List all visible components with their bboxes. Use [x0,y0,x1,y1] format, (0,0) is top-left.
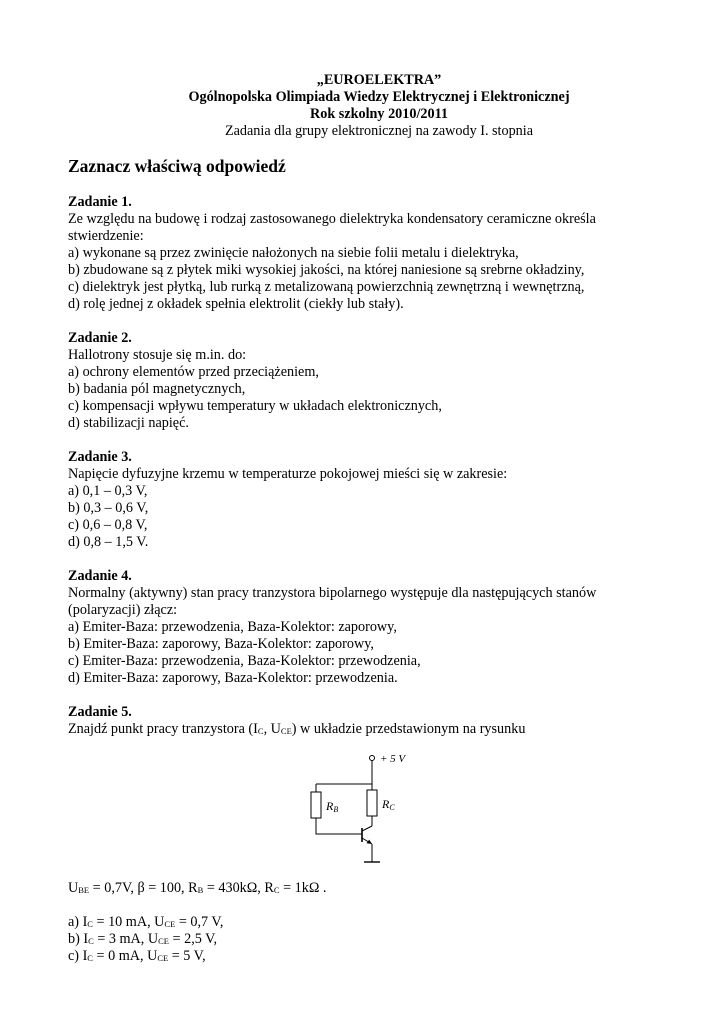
question-text: , U [263,721,281,737]
rc-label [381,797,395,812]
task-option: b) 0,3 – 0,6 V, [68,500,149,516]
task-question: Normalny (aktywny) stan pracy tranzystora bipolarnego występuje dla następujących stanów (polaryzacji) złącz: [68,585,597,618]
task-option [68,931,660,948]
subscript: C [257,726,264,736]
param-text: U [68,880,79,896]
option-text: = 0,7 V, [175,914,224,930]
section-title: Zaznacz właściwą odpowiedź [68,156,286,176]
task-title: Zadanie 4. [68,568,132,584]
task-option: c) dielektryk jest płytką, lub rurką z metalizowaną powierzchnią zewnętrzną i wewnętrzną, [68,279,585,295]
task-3 [68,449,660,551]
task-question [68,721,660,738]
subscript: B [197,885,204,895]
task-option [68,948,660,965]
param-text: = 1kΩ . [279,880,327,896]
option-text: = 10 mA, U [92,914,165,930]
subscript: CE [157,953,169,963]
task-5-options [68,914,660,965]
option-text: a) I [68,914,88,930]
emitter-arrow [367,840,373,844]
rb-label [325,799,338,814]
task-option: c) kompensacji wpływu temperatury w układach elektronicznych, [68,398,442,414]
subscript: C [273,885,280,895]
task-option: c) Emiter-Baza: przewodzenia, Baza-Kolektor: przewodzenia, [68,653,421,669]
transistor-circuit-diagram [304,750,424,872]
rc-label-sub: C [389,803,395,812]
task-title: Zadanie 5. [68,704,132,720]
question-text: Znajdź punkt pracy tranzystora (I [68,721,258,737]
option-text: b) I [68,931,89,947]
task-4 [68,568,660,687]
rb-label-main: R [326,799,334,813]
task-option: d) 0,8 – 1,5 V. [68,534,149,550]
task-5 [68,704,660,965]
competition-name: „EUROELEKTRA” [316,72,442,88]
subscript: CE [280,726,292,736]
task-option: b) Emiter-Baza: zaporowy, Baza-Kolektor: zaporowy, [68,636,374,652]
task-option: d) Emiter-Baza: zaporowy, Baza-Kolektor: przewodzenia. [68,670,398,686]
subscript: C [88,936,94,946]
subscript: CE [158,936,169,946]
document-page [68,72,660,965]
circuit-parameters [68,880,660,897]
rc-label-main: R [382,797,390,811]
option-text: = 2,5 V, [169,931,218,947]
supply-terminal [370,756,375,761]
task-2 [68,330,660,432]
option-text: = 3 mA, U [93,931,159,947]
supply-label: + 5 V [380,753,406,765]
task-title: Zadanie 3. [68,449,132,465]
question-text: ) w układzie przedstawionym na rysunku [291,721,526,737]
rb-resistor [311,792,321,818]
task-option: a) Emiter-Baza: przewodzenia, Baza-Kolektor: zaporowy, [68,619,397,635]
task-option: d) stabilizacji napięć. [68,415,189,431]
subscript: C [87,953,93,963]
subscript: C [87,919,93,929]
task-question: Ze względu na budowę i rodzaj zastosowanego dielektryka kondensatory ceramiczne określa stwierdzenie: [68,211,596,244]
rb-bottom-wire [316,818,362,834]
task-option: a) ochrony elementów przed przeciążeniem, [68,364,319,380]
subscript: BE [78,885,90,895]
task-option [68,914,660,931]
olympiad-name: Ogólnopolska Olimpiada Wiedzy Elektrycznej i Elektronicznej [188,89,570,105]
task-1 [68,194,660,313]
subscript: CE [164,919,176,929]
task-option: c) 0,6 – 0,8 V, [68,517,148,533]
school-year: Rok szkolny 2010/2011 [310,106,448,122]
rb-label-sub: B [333,805,339,814]
option-text: = 5 V, [168,948,206,964]
header-subtitle: Zadania dla grupy elektronicznej na zawody I. stopnia [224,123,534,139]
transistor-collector [362,826,372,831]
task-option: b) zbudowane są z płytek miki wysokiej jakości, na której naniesione są srebrne okładziny, [68,262,585,278]
task-title: Zadanie 1. [68,194,132,210]
task-option: a) 0,1 – 0,3 V, [68,483,148,499]
task-option: d) rolę jednej z okładek spełnia elektrolit (ciekły lub stały). [68,296,404,312]
task-question: Hallotrony stosuje się m.in. do: [68,347,247,363]
param-text: = 430kΩ, R [203,880,274,896]
circuit-schematic [304,750,424,872]
document-header [98,72,660,140]
task-option: b) badania pól magnetycznych, [68,381,246,397]
option-text: c) I [68,948,88,964]
option-text: = 0 mA, U [92,948,158,964]
param-text: = 0,7V, β = 100, R [89,880,198,896]
task-question: Napięcie dyfuzyjne krzemu w temperaturze pokojowej mieści się w zakresie: [68,466,508,482]
task-title: Zadanie 2. [68,330,132,346]
task-option: a) wykonane są przez zwinięcie nałożonych na siebie folii metalu i dielektryka, [68,245,519,261]
rc-resistor [367,790,377,816]
